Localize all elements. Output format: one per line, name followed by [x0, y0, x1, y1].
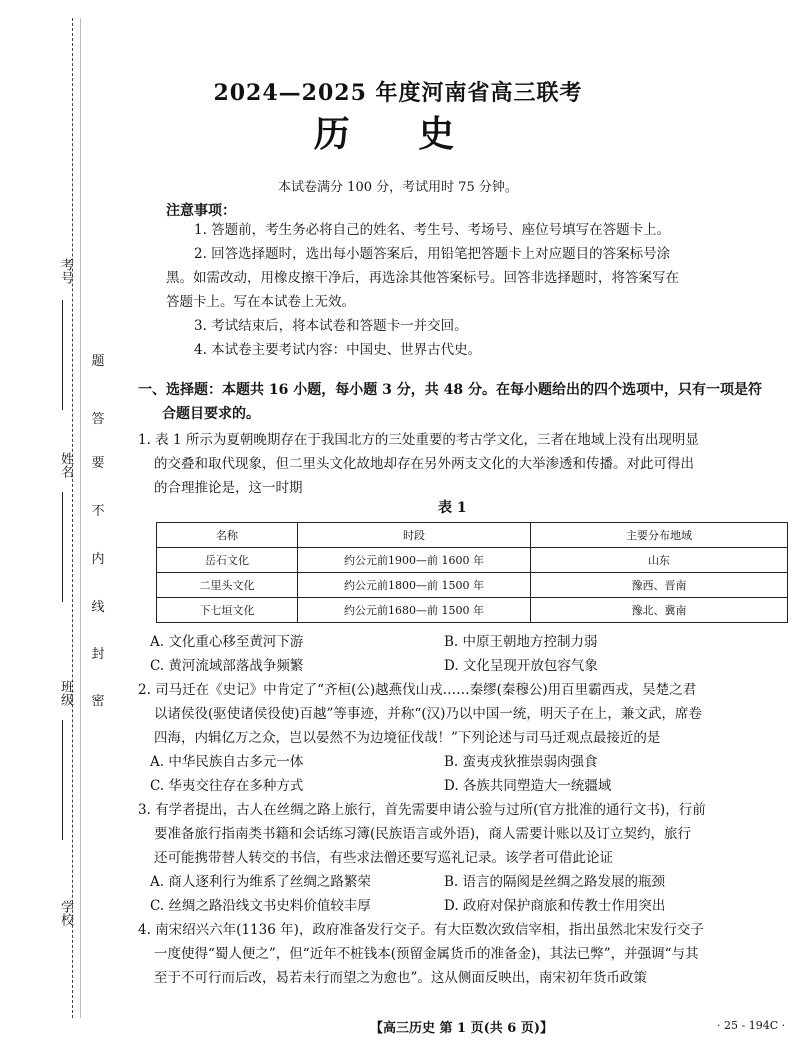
- seal-char: 题: [91, 354, 105, 369]
- field-name[interactable]: [50, 452, 76, 478]
- q1-option-b[interactable]: B. 中原王朝地方控制力弱: [444, 634, 598, 650]
- field-label: 学校: [58, 900, 73, 926]
- note-line: 4. 本试卷主要考试内容：中国史、世界古代史。: [194, 342, 482, 358]
- q2-option-c[interactable]: C. 华夷交往存在多种方式: [150, 778, 304, 794]
- table-caption: 表 1: [438, 500, 467, 516]
- table-cell: 豫北、冀南: [531, 598, 788, 623]
- table-row: [157, 548, 788, 573]
- page-footer: 【高三历史 第 1 页(共 6 页)】: [370, 1021, 554, 1036]
- field-exam-number[interactable]: [50, 258, 76, 284]
- table-cell: 约公元前1800—前 1500 年: [298, 573, 531, 598]
- field-label: 考号: [58, 258, 73, 284]
- q4-line: 至于不可行而后改，曷若未行而望之为愈也”。这从侧面反映出，南宋初年货币政策: [154, 970, 647, 986]
- q4-line: 一度使得“蜀人便之”，但“近年不桩钱本(预留金属货币的准备金)，其法已弊”，并强调“与其: [154, 946, 699, 962]
- q2-line: 2. 司马迁在《史记》中肯定了“齐桓(公)越燕伐山戎……秦缪(秦穆公)用百里霸西戎，吴楚之君: [138, 682, 697, 698]
- q3-option-c[interactable]: C. 丝绸之路沿线文书史料价值较丰厚: [150, 898, 371, 914]
- note-line: 1. 答题前，考生务必将自己的姓名、考生号、考场号、座位号填写在答题卡上。: [194, 222, 671, 238]
- q2-option-a[interactable]: A. 中华民族自古多元一体: [150, 754, 304, 770]
- q2-option-b[interactable]: B. 蛮夷戎狄推崇弱肉强食: [444, 754, 598, 770]
- q3-line: 还可能携带替人转交的书信，有些求法僧还要写巡礼记录。该学者可借此论证: [154, 850, 613, 866]
- q1-option-c[interactable]: C. 黄河流域部落战争频繁: [150, 658, 304, 674]
- note-line: 3. 考试结束后，将本试卷和答题卡一并交回。: [194, 318, 468, 334]
- seal-char: 内: [91, 552, 105, 567]
- seal-char: 答: [91, 412, 105, 427]
- q1-line: 的交叠和取代现象，但二里头文化故地却存在另外两支文化的大举渗透和传播。对此可得出: [154, 456, 694, 472]
- table-row: [157, 598, 788, 623]
- q3-option-b[interactable]: B. 语言的隔阂是丝绸之路发展的瓶颈: [444, 874, 666, 890]
- binding-solid-line: [80, 18, 81, 1018]
- table-cell: 二里头文化: [157, 573, 298, 598]
- subject-title: 历 史: [313, 113, 483, 155]
- q3-option-d[interactable]: D. 政府对保护商旅和传教士作用突出: [444, 898, 666, 914]
- notes-heading: 注意事项：: [166, 203, 236, 219]
- table-row: [157, 573, 788, 598]
- table-cell: 豫西、晋南: [531, 573, 788, 598]
- table-header-cell: 时段: [298, 523, 531, 548]
- section-line: 合题目要求的。: [162, 406, 260, 422]
- paper-code: · 25 - 194C ·: [717, 1019, 786, 1032]
- q1-line: 的合理推论是，这一时期: [154, 480, 303, 496]
- seal-char: 封: [91, 647, 105, 662]
- score-line: 本试卷满分 100 分，考试用时 75 分钟。: [278, 180, 518, 195]
- q3-line: 3. 有学者提出，古人在丝绸之路上旅行，首先需要申请公验与过所(官方批准的通行文书)，行前: [138, 802, 706, 818]
- binding-dashed-line: [72, 18, 73, 1018]
- field-label: 班级: [58, 680, 73, 706]
- exam-title: 2024—2025 年度河南省高三联考: [213, 80, 583, 106]
- seal-char: 线: [91, 600, 105, 615]
- section-heading: [138, 378, 762, 426]
- q4-line: 4. 南宋绍兴六年(1136 年)，政府准备发行交子。有大臣数次致信宰相，指出虽然北宋发行交子: [138, 922, 704, 938]
- q1-line: 1. 表 1 所示为夏朝晚期存在于我国北方的三处重要的考古学文化，三者在地域上没有出现明显: [138, 432, 699, 448]
- culture-table: [156, 522, 788, 623]
- field-class[interactable]: [50, 680, 76, 706]
- table-cell: 约公元前1900—前 1600 年: [298, 548, 531, 573]
- seal-char: 密: [91, 694, 105, 709]
- table-cell: 约公元前1680—前 1500 年: [298, 598, 531, 623]
- q3-option-a[interactable]: A. 商人逐利行为维系了丝绸之路繁荣: [150, 874, 371, 890]
- q2-option-d[interactable]: D. 各族共同塑造大一统疆域: [444, 778, 612, 794]
- table-cell: 山东: [531, 548, 788, 573]
- table-header-cell: 主要分布地域: [531, 523, 788, 548]
- table-header-row: [157, 523, 788, 548]
- table-cell: 岳石文化: [157, 548, 298, 573]
- binding-strip: [0, 0, 110, 1042]
- table-header-cell: 名称: [157, 523, 298, 548]
- note-line: 答题卡上。写在本试卷上无效。: [166, 294, 355, 310]
- note-line: 黑。如需改动，用橡皮擦干净后，再选涂其他答案标号。回答非选择题时，将答案写在: [166, 270, 679, 286]
- seal-char: 不: [91, 504, 105, 519]
- field-label: 姓名: [58, 452, 73, 478]
- q2-line: 四海，内辑亿万之众，岂以晏然不为边境征伐哉！”下列论述与司马迁观点最接近的是: [154, 730, 661, 746]
- q1-option-d[interactable]: D. 文化呈现开放包容气象: [444, 658, 598, 674]
- seal-char: 要: [91, 456, 105, 471]
- field-school[interactable]: [50, 900, 76, 926]
- table-cell: 下七垣文化: [157, 598, 298, 623]
- q3-line: 要准备旅行指南类书籍和会话练习簿(民族语言或外语)，商人需要计账以及订立契约，旅行: [154, 826, 692, 842]
- section-line: 一、选择题：本题共 16 小题，每小题 3 分，共 48 分。在每小题给出的四个选项中，只有一项是符: [138, 382, 762, 398]
- q2-line: 以诸侯役(驱使诸侯役使)百越”等事迹，并称“(汉)乃以中国一统，明天子在上，兼文武，席卷: [154, 706, 702, 722]
- note-line: 2. 回答选择题时，选出每小题答案后，用铅笔把答题卡上对应题目的答案标号涂: [194, 246, 671, 262]
- q1-option-a[interactable]: A. 文化重心移至黄河下游: [150, 634, 304, 650]
